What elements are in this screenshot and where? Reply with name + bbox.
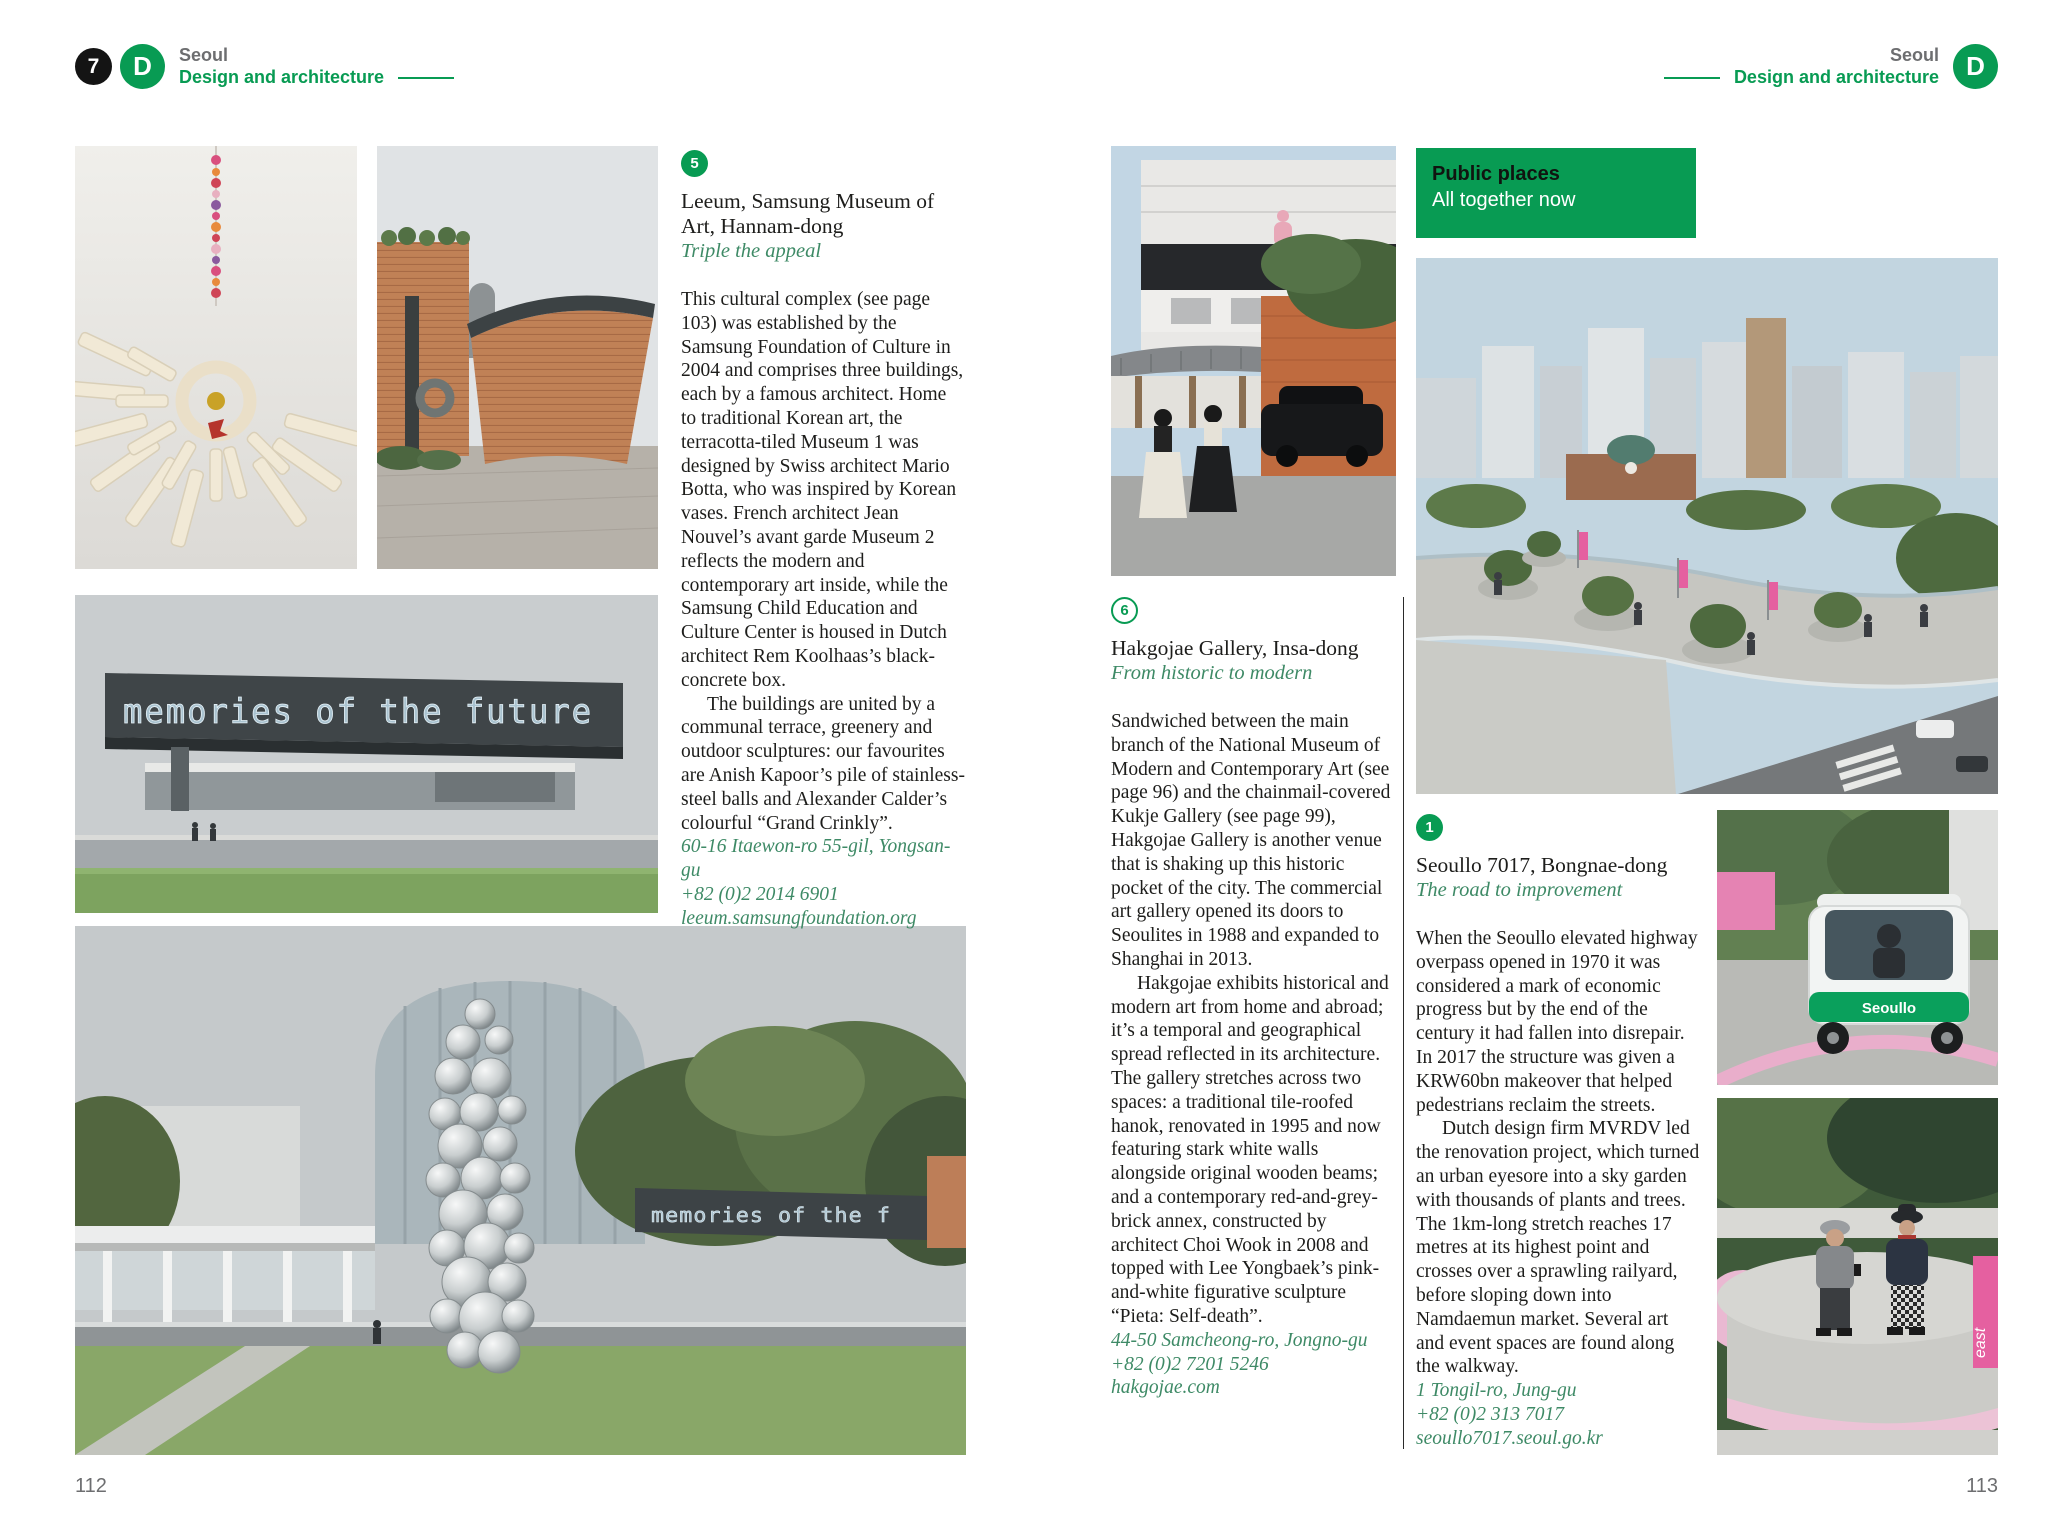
entry-seoullo7017 xyxy=(1416,814,1701,1451)
entry-contact xyxy=(1416,1379,1701,1450)
photo-seoullo-shuttle-cart xyxy=(1717,810,1998,1085)
rule-dash xyxy=(1664,77,1720,79)
rule-dash xyxy=(398,77,454,79)
entry-title: Seoullo 7017, Bongnae-dong xyxy=(1416,853,1668,877)
entry-website: hakgojae.com xyxy=(1111,1377,1220,1399)
photo-leeum-sculpture-terrace xyxy=(75,926,966,1455)
photo-seoullo-visitors-bench xyxy=(1717,1098,1998,1455)
entry-number-badge: 1 xyxy=(1416,814,1443,841)
page-number-right: 113 xyxy=(1966,1475,1998,1497)
section-box-subtitle: All together now xyxy=(1432,189,1576,211)
page-number-left: 112 xyxy=(75,1475,107,1497)
neon-sign-text-partial: memories of the f xyxy=(651,1203,891,1227)
entry-phone: +82 (0)2 2014 6901 xyxy=(681,883,839,905)
entry-address: 44-50 Samcheong-ro, Jongno-gu xyxy=(1111,1329,1368,1351)
entry-title: Leeum, Samsung Museum of Art, Hannam-dong xyxy=(681,189,935,238)
photo-leeum-museum1-exterior xyxy=(377,146,658,569)
entry-number-badge: 6 xyxy=(1111,597,1138,624)
cantilevered-building xyxy=(105,673,623,811)
neon-sign-text: memories of the future xyxy=(123,692,593,732)
header-left xyxy=(75,44,454,89)
pink-sign xyxy=(1972,1256,1998,1368)
entry-hakgojae xyxy=(1111,597,1391,1400)
section-box-title: Public places xyxy=(1432,163,1560,185)
entry-website: leeum.samsungfoundation.org xyxy=(681,907,917,929)
memories-building-fragment xyxy=(635,1188,927,1240)
header-right-text xyxy=(1664,44,1939,88)
entry-paragraph: The buildings are united by a communal terrace, greenery and outdoor sculptures: our favourites are Anish Kapoor’s pile of stainless-steel balls and Alexander Calder’s colourful “Grand Crinkly”. xyxy=(681,693,965,834)
entry-paragraph: Dutch design firm MVRDV led the renovation project, which turned an urban eyesore into a sky garden with thousands of plants and trees. The 1km-long stretch reaches 17 metres at its highest point and crosses over a sprawling railyard, before sloping down into Namdaemun market. Several art and event spaces are found along the walkway. xyxy=(1416,1118,1700,1378)
entry-address: 60-16 Itaewon-ro 55-gil, Yongsan-gu xyxy=(681,836,951,882)
chapter-number-badge: 7 xyxy=(75,48,112,85)
entry-website: seoullo7017.seoul.go.kr xyxy=(1416,1427,1603,1449)
section-label: Design and architecture xyxy=(179,66,454,88)
section-letter-badge: D xyxy=(120,44,165,89)
section-intro-box xyxy=(1416,148,1696,238)
cart-brand-text: Seoullo xyxy=(1861,1000,1917,1017)
photo-hakgojae-gallery-exterior xyxy=(1111,146,1396,576)
section-letter-badge: D xyxy=(1953,44,1998,89)
entry-paragraph: This cultural complex (see page 103) was established by the Samsung Foundation of Culture in 2004 and comprises three buildings, each by a famous architect. Home to traditional Korean art, the terracotta-tiled Museum 1 was designed by Swiss architect Mario Botta, who was inspired by Korean vases. French architect Jean Nouvel’s avant garde Museum 2 reflects the modern and contemporary art inside, while the Samsung Child Education and Culture Center is housed in Dutch architect Rem Koolhaas’s black-concrete box. xyxy=(681,289,964,691)
entry-number-badge: 5 xyxy=(681,150,708,177)
driver-silhouette xyxy=(1873,924,1905,978)
entry-phone: +82 (0)2 7201 5246 xyxy=(1111,1353,1269,1375)
pink-signage xyxy=(1717,872,1775,930)
city-label: Seoul xyxy=(1889,45,1939,65)
hanok-roof xyxy=(1111,346,1261,428)
photo-memories-of-the-future-building xyxy=(75,595,658,913)
entry-title: Hakgojae Gallery, Insa-dong xyxy=(1111,636,1359,660)
entry-paragraph: When the Seoullo elevated highway overpass opened in 1970 it was considered a mark of economic progress but by the end of the century it had fallen into disrepair. In 2017 the structure was given a KRW60bn makeover that helped pedestrians reclaim the streets. xyxy=(1416,928,1698,1116)
header-left-text xyxy=(179,44,454,88)
entry-paragraph: Hakgojae exhibits historical and modern art from home and abroad; it’s a temporal and geographical spread reflected in its architecture. The gallery stretches across two spaces: a traditional tile-roofed hanok, renovated in 1995 and now featuring stark white walls alongside original wooden beams; and a contemporary red-and-grey-brick annex, constructed by architect Choi Wook in 2008 and topped with Lee Yongbaek’s pink-and-white figurative sculpture “Pieta: Self-death”. xyxy=(1111,972,1389,1327)
header-right xyxy=(1664,44,1998,89)
section-label: Design and architecture xyxy=(1664,66,1939,88)
city-label: Seoul xyxy=(179,45,229,65)
pink-sign-text: east xyxy=(1972,1327,1989,1358)
entry-tagline: Triple the appeal xyxy=(681,240,822,262)
column-divider xyxy=(1403,597,1404,1449)
entry-leeum xyxy=(681,150,966,931)
entry-paragraph: Sandwiched between the main branch of the National Museum of Modern and Contemporary Art (see page 96) and the chainmail-covered Kukje Gallery (see page 99), Hakgojae Gallery is another venue that is shaking up this historic pocket of the city. The commercial art gallery opened its doors to Seoulites in 1988 and expanded to Shanghai in 2013. xyxy=(1111,711,1391,970)
entry-phone: +82 (0)2 313 7017 xyxy=(1416,1403,1565,1425)
entry-contact xyxy=(1111,1329,1391,1400)
museum-rotunda xyxy=(467,296,655,464)
entry-address: 1 Tongil-ro, Jung-gu xyxy=(1416,1380,1577,1402)
visitor-silhouette xyxy=(373,1320,381,1344)
entry-contact xyxy=(681,835,966,930)
entry-tagline: From historic to modern xyxy=(1111,662,1313,684)
round-planter-bench xyxy=(1717,1252,1998,1445)
entry-tagline: The road to improvement xyxy=(1416,879,1623,901)
photo-leeum-chandelier-artwork xyxy=(75,146,357,569)
photo-seoullo7017-walkway xyxy=(1416,258,1998,794)
